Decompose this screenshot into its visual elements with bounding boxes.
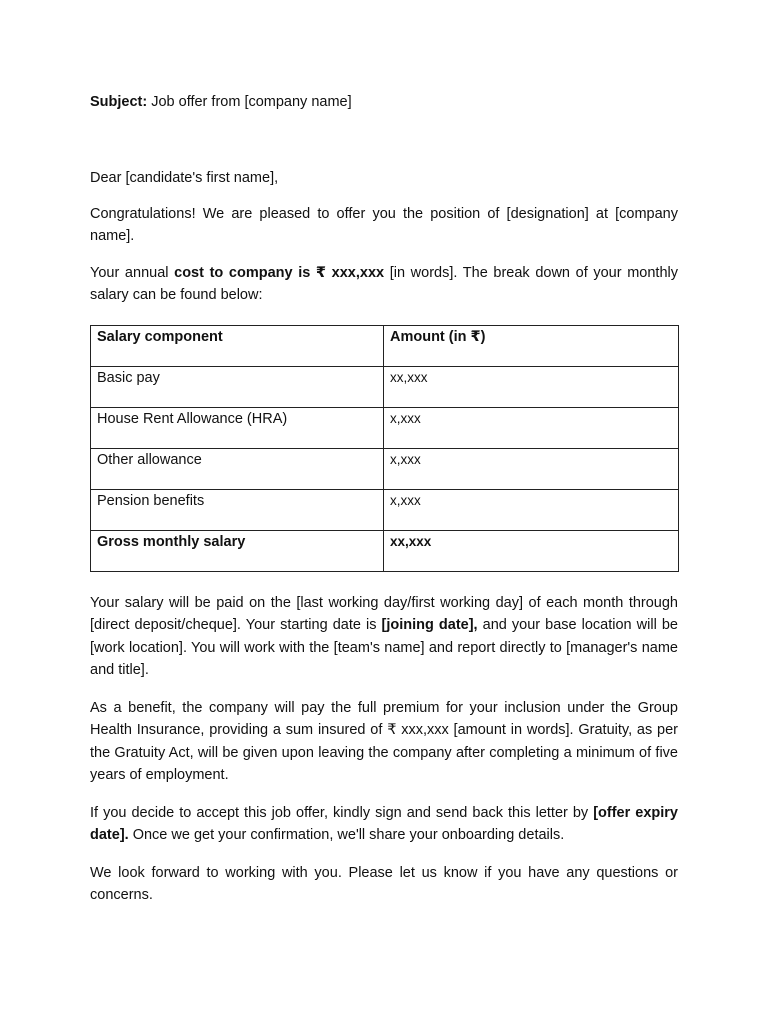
table-total-row xyxy=(91,530,679,571)
header-amount: Amount (in ₹) xyxy=(384,325,679,366)
row-component: Other allowance xyxy=(91,448,384,489)
ctc-prefix: Your annual xyxy=(90,264,175,281)
offer-letter-page xyxy=(90,90,678,907)
row-component: House Rent Allowance (HRA) xyxy=(91,407,384,448)
salary-payment-paragraph xyxy=(90,592,678,682)
row-amount: xx,xxx xyxy=(384,366,679,407)
joining-date: [joining date], xyxy=(381,617,478,633)
accept-text-b: Once we get your confirmation, we'll share your onboarding details. xyxy=(128,827,565,843)
row-amount: xx,xxx xyxy=(384,530,679,571)
ctc-paragraph xyxy=(90,262,678,307)
table-header-row xyxy=(91,325,679,366)
row-component: Basic pay xyxy=(91,366,384,407)
salary-table xyxy=(90,325,679,572)
header-salary-component: Salary component xyxy=(91,325,384,366)
salary-text-b: and your base location will be [work location]. You will work with the [team's name] and report directly to [manager's name and title]. xyxy=(90,617,678,678)
table-row xyxy=(91,366,679,407)
table-row xyxy=(91,489,679,530)
ctc-suffix: [in words]. The break down of your monthly salary can be found below: xyxy=(90,264,678,303)
subject-text: Job offer from [company name] xyxy=(147,94,352,110)
row-component: Pension benefits xyxy=(91,489,384,530)
row-amount: x,xxx xyxy=(384,489,679,530)
table-row xyxy=(91,407,679,448)
congratulations-paragraph: Congratulations! We are pleased to offer you the position of [designation] at [company name]. xyxy=(90,205,678,244)
table-row xyxy=(91,448,679,489)
benefit-paragraph: As a benefit, the company will pay the full premium for your inclusion under the Group Health Insurance, providing a sum insured of ₹ xxx,xxx [amount in words]. Gratuity, as per the Gratuity Act, will be given upon leaving the company after completing a minimum of five years of employment. xyxy=(90,699,678,783)
offer-expiry-date: [offer expiry date]. xyxy=(90,804,678,843)
subject-line xyxy=(90,90,678,114)
greeting: Dear [candidate's first name], xyxy=(90,170,279,186)
row-component: Gross monthly salary xyxy=(91,530,384,571)
row-amount: x,xxx xyxy=(384,448,679,489)
row-amount: x,xxx xyxy=(384,407,679,448)
salary-text-a: Your salary will be paid on the [last working day/first working day] of each month through [direct deposit/cheque]. Your starting date is xyxy=(90,594,678,633)
subject-label: Subject: xyxy=(90,94,148,110)
ctc-amount: cost to company is ₹ xxx,xxx xyxy=(174,264,385,281)
accept-text-a: If you decide to accept this job offer, kindly sign and send back this letter by xyxy=(90,804,594,821)
closing-paragraph: We look forward to working with you. Please let us know if you have any questions or concerns. xyxy=(90,864,678,903)
acceptance-paragraph xyxy=(90,802,678,847)
